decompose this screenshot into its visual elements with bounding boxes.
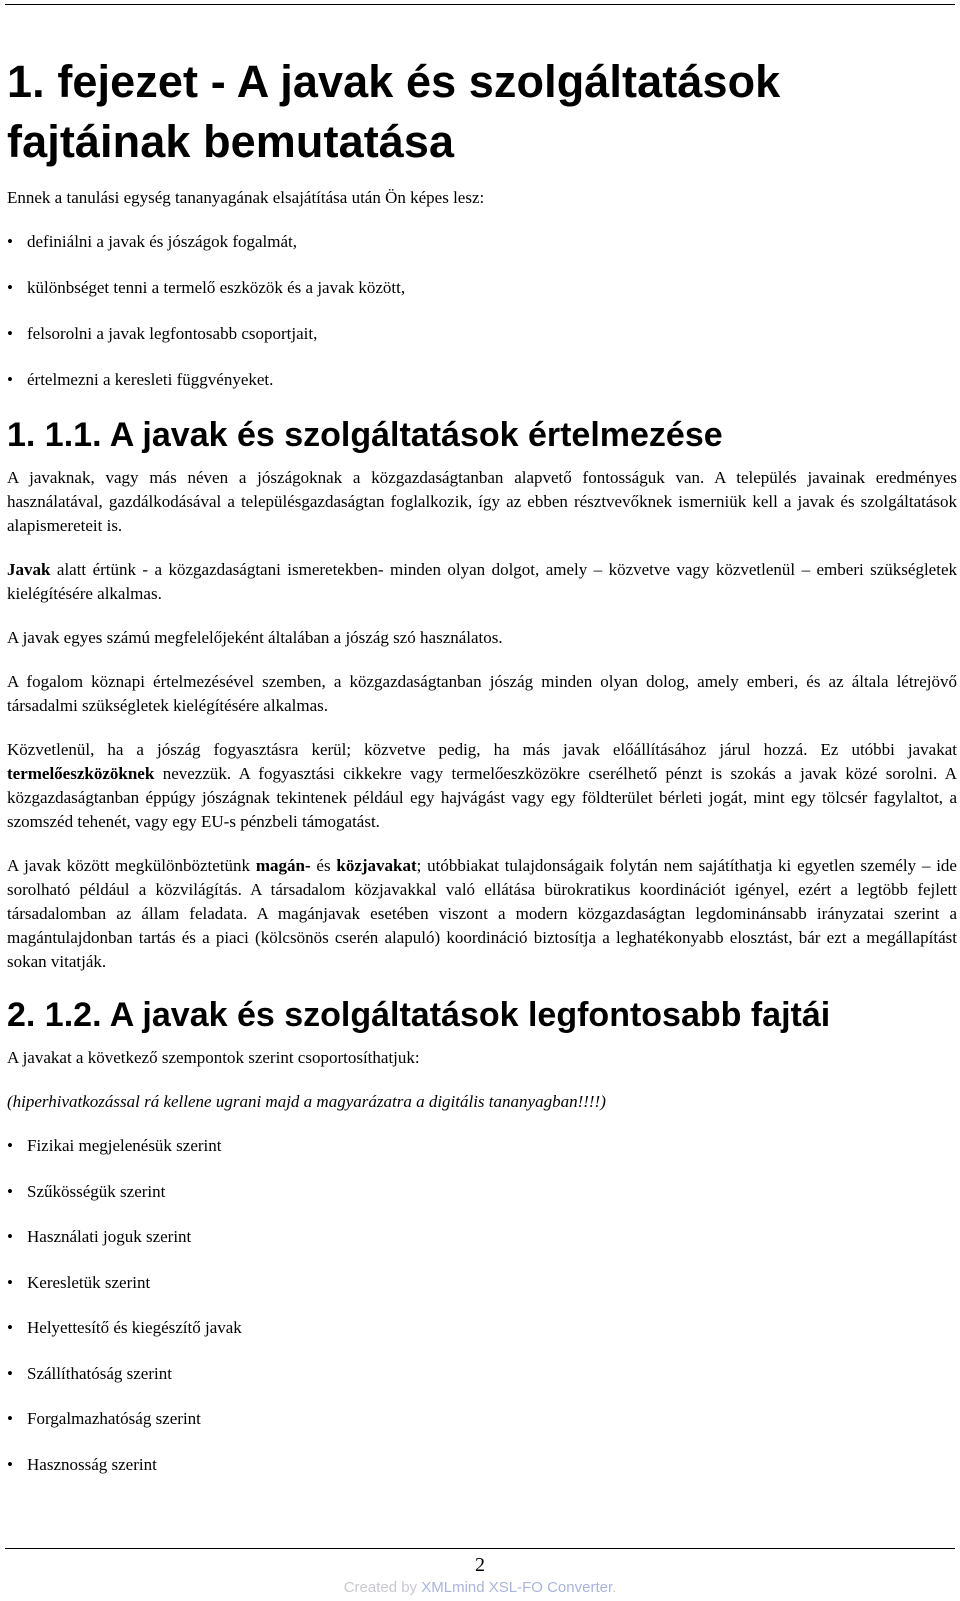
term-termeloeszkozok: termelőeszközöknek [7,764,155,783]
kinds-list [7,1134,957,1477]
section1-paragraph-4: A fogalom köznapi értelmezésével szemben, a közgazdaságtanban jószág minden olyan dolog, amely emberi, és az általa létrejövő társadalmi szükségletek kielégítésére alkalmas. [7,672,957,715]
kind-item: • Használati joguk szerint [7,1225,957,1249]
section1-paragraph-6: A javak között megkülönböztetünk magán- és közjavakat; utóbbiakat tulajdonságaik folytán nem sajátíthatja ki egyetlen személy – ide sorolható például a közvilágítás. A társadalom közjavakkal való ellátása bürokratikus koordinációt igényel, ezért a legtöbb fejlett társadalomban az állam feladata. A magánjavak esetében viszont a modern közgazdaságtan legdominánsabb irányzatai szerint a magántulajdonban tartás és a piaci (kölcsönös cserén alapuló) koordináció biztosítja a leghatékonyabb elosztást, bár ezt a megállapítást sokan vitatják. [7,856,957,971]
learning-goals-list [7,230,957,392]
converter-link[interactable]: XMLmind XSL-FO Converter [421,1579,613,1596]
section1-paragraph-5: Közvetlenül, ha a jószág fogyasztásra kerül; közvetve pedig, ha más javak előállításához járul hozzá. Ez utóbbi javakat termelőeszközöknek nevezzük. A fogyasztási cikkekre vagy termelőeszközökre cserélhető pénzt is szokás a javak közé sorolni. A közgazdaságtanban éppúgy jószágnak tekintenek például egy hajvágást vagy egy földterület bérleti jogát, mint egy tölcsér fagylaltot, a szomszéd tehenét, vagy egy EU-s pénzbeli támogatást. [7,740,957,831]
term-kozjavak: közjavakat [336,856,417,875]
section-heading-1: 1. 1.1. A javak és szolgáltatások értelmezése [7,416,723,454]
intro-paragraph: Ennek a tanulási egység tananyagának elsajátítása után Ön képes lesz: [7,188,485,207]
goal-item: • értelmezni a keresleti függvényeket. [7,368,957,392]
section1-paragraph-3: A javak egyes számú megfelelőjeként általában a jószág szó használatos. [7,628,503,647]
goal-item: • különbséget tenni a termelő eszközök és a javak között, [7,276,957,300]
bottom-rule [5,1548,955,1549]
page-number: 2 [475,1554,485,1576]
kind-item: • Szűkösségük szerint [7,1180,957,1204]
goal-item: • definiálni a javak és jószágok fogalmát, [7,230,957,254]
term-javak: Javak [7,560,51,579]
goal-item: • felsorolni a javak legfontosabb csoportjait, [7,322,957,346]
section-heading-2: 2. 1.2. A javak és szolgáltatások legfontosabb fajtái [7,996,831,1034]
kind-item: • Hasznosság szerint [7,1453,957,1477]
section2-paragraph-1: A javakat a következő szempontok szerint csoportosíthatjuk: [7,1048,420,1067]
kind-item: • Helyettesítő és kiegészítő javak [7,1316,957,1340]
chapter-title: 1. fejezet - A javak és szolgáltatások fajtáinak bemutatása [7,56,781,167]
top-rule [5,4,955,5]
kind-item: • Fizikai megjelenésük szerint [7,1134,957,1158]
kind-item: • Szállíthatóság szerint [7,1362,957,1386]
term-magan: magán- [255,856,311,875]
kind-item: • Forgalmazhatóság szerint [7,1407,957,1431]
section1-paragraph-2: Javak alatt értünk - a közgazdaságtani ismeretekben- minden olyan dolgot, amely – közvetve vagy közvetlenül – emberi szükségletek kielégítésére alkalmas. [7,560,957,603]
section1-paragraph-1: A javaknak, vagy más néven a jószágoknak a közgazdaságtanban alapvető fontosságuk van. A település javainak eredményes használatával, gazdálkodásával a településgazdaságtan foglalkozik, így az ebben résztvevőknek ismerniük kell a javak és szolgáltatások alapismereteit is. [7,468,957,535]
page-content [7,52,957,1498]
section2-note: (hiperhivatkozással rá kellene ugrani majd a magyarázatra a digitális tananyagban!!!!) [7,1092,606,1111]
kind-item: • Keresletük szerint [7,1271,957,1295]
converter-credit: Created by XMLmind XSL-FO Converter. [343,1579,617,1596]
